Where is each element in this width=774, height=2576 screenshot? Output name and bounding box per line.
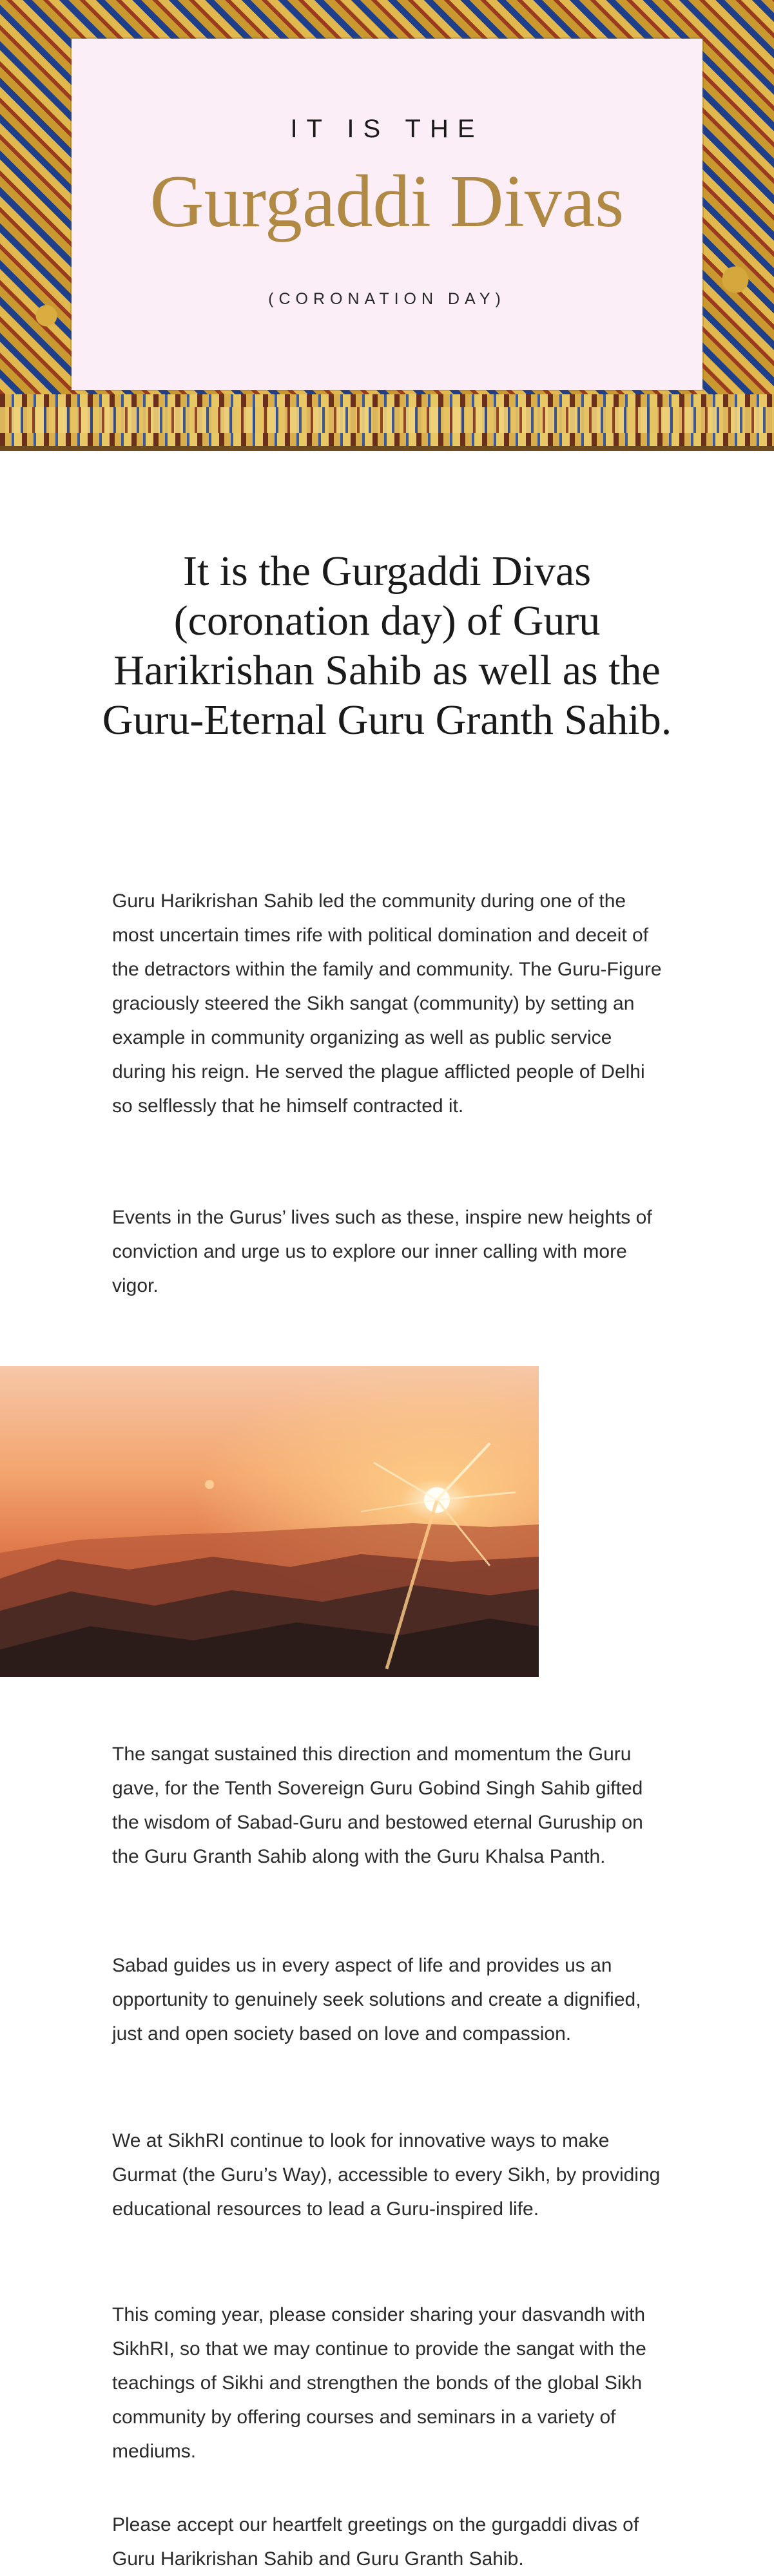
paragraph-6: This coming year, please consider sharing your dasvandh with SikhRI, so that we may continue to provide the sangat with the teachings of Sikhi and strengthen the bonds of the global Sikh community by offering courses and seminars in a variety of mediums. [112,2304,646,2462]
sunset-image [0,1366,539,1677]
hero-kicker: IT IS THE [290,115,484,143]
paragraph-1: Guru Harikrishan Sahib led the community during one of the most uncertain times rife with political domination and deceit of the detractors within the family and community. The Guru-Figure graciously steered the Sikh sangat (community) by setting an example in community organizing as well as public service during his reign. He served the plague afflicted people of Delhi so selflessly that he himself contracted it. [112,890,662,1117]
paragraph-2: Events in the Gurus’ lives such as these, inspire new heights of conviction and urge us to explore our inner calling with more vigor. [112,1207,652,1296]
hero-panel [72,39,702,390]
hero-subtitle: (CORONATION DAY) [268,290,506,308]
paragraph-4: Sabad guides us in every aspect of life and provides us an opportunity to genuinely seek solutions and create a dignified, just and open society based on love and compassion. [112,1955,641,2044]
hero-title: Gurgaddi Divas [150,160,624,243]
sunset-illustration [0,1366,539,1677]
border-rule [0,446,774,451]
paragraph-3: The sangat sustained this direction and momentum the Guru gave, for the Tenth Sovereign Guru Gobind Singh Sahib gifted the wisdom of Sabad-Guru and bestowed eternal Guruship on the Guru Granth Sahib along with the Guru Khalsa Panth. [112,1744,643,1867]
paragraph-5: We at SikhRI continue to look for innovative ways to make Gurmat (the Guru’s Way), accessible to every Sikh, by providing educational resources to lead a Guru-inspired life. [112,2130,661,2220]
hero-banner [0,0,774,451]
headline: It is the Gurgaddi Divas (coronation day) of Guru Harikrishan Sahib as well as the Guru-Eternal Guru Granth Sahib. [102,548,672,744]
ornamental-border [0,394,774,451]
paragraph-7: Please accept our heartfelt greetings on the gurgaddi divas of Guru Harikrishan Sahib and Guru Granth Sahib. [112,2514,639,2570]
lens-flare-dot [205,1480,214,1489]
